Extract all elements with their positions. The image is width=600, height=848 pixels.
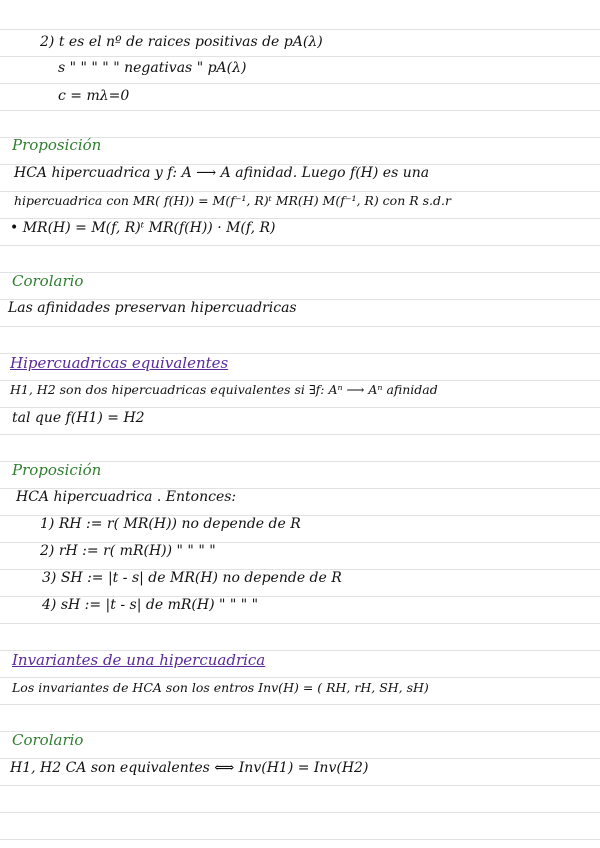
section-title-proposition: Proposición [12,136,102,154]
note-line: Los invariantes de HCA son los entros Inv(H) = ( RH, rH, SH, sH) [12,680,429,695]
note-line: HCA hipercuadrica y f: A ⟶ A afinidad. Luego f(H) es una [14,165,430,181]
section-title-corollary: Corolario [12,272,84,290]
note-line: 1) RH := r( MR(H)) no depende de R [40,516,301,532]
section-title-definition: Hipercuadricas equivalentes [10,354,229,372]
note-line: 4) sH := |t - s| de mR(H) " " " " [42,597,259,613]
note-line: 3) SH := |t - s| de MR(H) no depende de R [42,570,342,586]
note-line: H1, H2 CA son equivalentes ⟺ Inv(H1) = Inv(H2) [10,760,369,776]
note-line: s " " " " " negativas " pA(λ) [58,60,247,76]
note-line: • MR(H) = M(f, R)ᵗ MR(f(H)) · M(f, R) [10,220,276,236]
note-line: 2) t es el nº de raices positivas de pA(λ) [40,34,323,50]
section-title-invariants: Invariantes de una hipercuadrica [12,651,266,669]
note-line: Las afinidades preservan hipercuadricas [8,300,297,316]
section-title-corollary: Corolario [12,731,84,749]
note-line: HCA hipercuadrica . Entonces: [16,489,237,505]
note-line: tal que f(H1) = H2 [12,410,145,426]
note-line: c = mλ=0 [58,88,130,104]
note-line: H1, H2 son dos hipercuadricas equivalentes si ∃f: Aⁿ ⟶ Aⁿ afinidad [10,382,438,397]
note-line: hipercuadrica con MR( f(H)) = M(f⁻¹, R)ᵗ MR(H) M(f⁻¹, R) con R s.d.r [14,193,451,208]
section-title-proposition: Proposición [12,461,102,479]
note-line: 2) rH := r( mR(H)) " " " " [40,543,216,559]
